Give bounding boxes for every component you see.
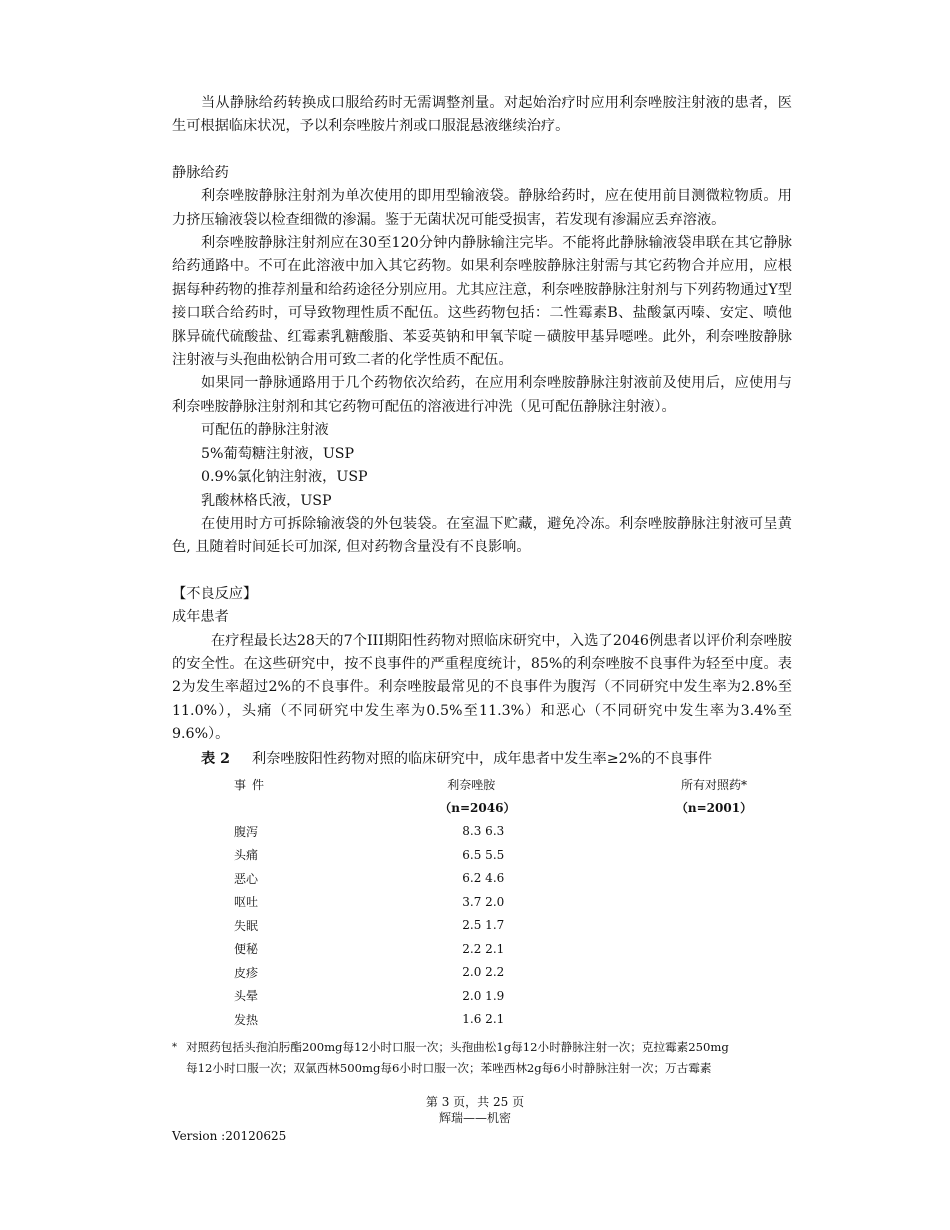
compatible-solution-item: 0.9%氯化钠注射液，USP [201, 469, 368, 486]
event-values: 2.2 2.1 [462, 941, 505, 956]
event-values: 8.3 6.3 [462, 824, 505, 839]
table-row [172, 984, 792, 1008]
intro-paragraph: 当从静脉给药转换成口服给药时无需调整剂量。对起始治疗时应用利奈唑胺注射液的患者，医生可根据临床状况，予以利奈唑胺片剂或口服混悬液继续治疗。 [172, 95, 792, 135]
event-name: 发热 [234, 1012, 259, 1027]
event-name: 呕吐 [234, 895, 259, 910]
iv-paragraph-4: 在使用时方可拆除输液袋的外包装袋。在室温下贮藏，避免冷冻。利奈唑胺静脉注射液可呈黄色, 且随着时间延长可加深, 但对药物含量没有不良影响。 [172, 515, 792, 556]
event-values: 2.0 2.2 [462, 965, 505, 980]
col-comparator-header: 所有对照药* [680, 777, 747, 792]
confidentiality-note: 辉瑞——机密 [438, 1111, 511, 1125]
event-name: 头痛 [234, 848, 259, 863]
compatible-solutions-title: 可配伍的静脉注射液 [201, 422, 329, 439]
col-event-header: 事件 [234, 777, 271, 792]
event-values: 6.2 4.6 [462, 871, 505, 886]
event-name: 皮疹 [234, 965, 259, 980]
table-n-row [172, 796, 792, 820]
event-name: 恶心 [234, 871, 259, 886]
version-label: Version :20120625 [172, 1129, 287, 1143]
table-caption-text: 利奈唑胺阳性药物对照的临床研究中，成年患者中发生率≥2%的不良事件 [252, 750, 713, 767]
footnote-line-1: 对照药包括头孢泊肟酯200mg每12小时口服一次；头孢曲松1g每12小时静脉注射一次；克拉霉素250mg [186, 1040, 729, 1055]
table-row [172, 890, 792, 914]
iv-paragraph-1: 利奈唑胺静脉注射剂为单次使用的即用型输液袋。静脉给药时，应在使用前目测微粒物质。用力挤压输液袋以检查细微的渗漏。鉴于无菌状况可能受损害，若发现有渗漏应丢弃溶液。 [172, 188, 792, 228]
table-row [172, 914, 792, 938]
n-linezolid: （n=2046） [439, 801, 516, 816]
section-heading-iv: 静脉给药 [172, 164, 229, 181]
table-caption [172, 747, 792, 771]
event-values: 2.0 1.9 [462, 988, 505, 1003]
table-row [172, 867, 792, 891]
table-label: 表 2 [201, 750, 230, 767]
compatible-solution-item: 5%葡萄糖注射液，USP [201, 445, 355, 462]
adverse-paragraph: 在疗程最长达28天的7个III期阳性药物对照临床研究中，入选了2046例患者以评价利奈唑胺的安全性。在这些研究中，按不良事件的严重程度统计，85%的利奈唑胺不良事件为轻至中度。表2为发生率超过2%的不良事件。利奈唑胺最常见的不良事件为腹泻（不同研究中发生率为2.8%至11.0%），头痛（不同研究中发生率为0.5%至11.3%）和恶心（不同研究中发生率为3.4%至9.6%）。 [172, 632, 792, 743]
event-values: 3.7 2.0 [462, 894, 505, 909]
document-body [172, 92, 792, 1079]
footnote-mark: * [172, 1042, 177, 1054]
n-comparator: （n=2001） [675, 801, 753, 816]
footnote-line-2: 每12小时口服一次；双氯西林500mg每6小时口服一次；苯唑西林2g每6小时静脉注射一次；万古霉素 [186, 1061, 712, 1076]
event-name: 失眠 [234, 918, 259, 933]
table-row [172, 843, 792, 867]
table-row [172, 961, 792, 985]
table-header-row [172, 773, 792, 797]
table-row [172, 1008, 792, 1032]
compatible-solution-item: 乳酸林格氏液，USP [201, 492, 332, 509]
event-values: 2.5 1.7 [462, 918, 505, 933]
table-row [172, 937, 792, 961]
iv-paragraph-3: 如果同一静脉通路用于几个药物依次给药，在应用利奈唑胺静脉注射液前及使用后，应使用与利奈唑胺静脉注射剂和其它药物可配伍的溶液进行冲洗（见可配伍静脉注射液）。 [172, 375, 792, 415]
event-name: 便秘 [234, 942, 259, 957]
table-row [172, 820, 792, 844]
adverse-events-table [172, 773, 792, 1032]
col-linezolid-header: 利奈唑胺 [447, 777, 496, 792]
subheading-adults: 成年患者 [172, 609, 229, 626]
iv-paragraph-2: 利奈唑胺静脉注射剂应在30至120分钟内静脉输注完毕。不能将此静脉输液袋串联在其它静脉给药通路中。不可在此溶液中加入其它药物。如果利奈唑胺静脉注射需与其它药物合并应用，应根据每种药物的推荐剂量和给药途径分别应用。尤其应注意，利奈唑胺静脉注射剂与下列药物通过Y型接口联合给药时，可导致物理性质不配伍。这些药物包括：二性霉素B、盐酸氯丙嗪、安定、喷他脒异硫代硫酸盐、红霉素乳糖酸脂、苯妥英钠和甲氧苄啶－磺胺甲基异噁唑。此外，利奈唑胺静脉注射液与头孢曲松钠合用可致二者的化学性质不配伍。 [172, 235, 792, 369]
table-footnote [172, 1037, 792, 1079]
event-name: 腹泻 [234, 824, 259, 839]
event-values: 6.5 5.5 [462, 847, 505, 862]
page-number: 第 3 页，共 25 页 [425, 1095, 525, 1109]
event-values: 1.6 2.1 [462, 1012, 505, 1027]
section-heading-adverse: 【不良反应】 [172, 585, 258, 602]
event-name: 头晕 [234, 989, 259, 1004]
